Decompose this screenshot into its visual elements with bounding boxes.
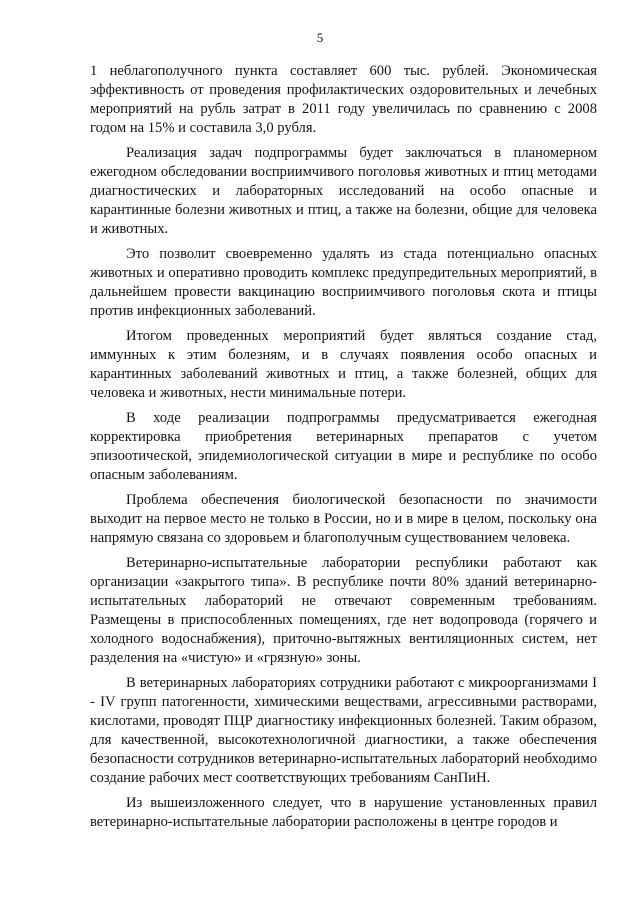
- paragraph-annual-adjustment: В ходе реализации подпрограммы предусматривается ежегодная корректировка приобретения ветеринарных препаратов с учетом эпизоотической, эпидемиологической ситуации в мире и республике по особо опасным заболеваниям.: [90, 410, 597, 483]
- paragraph-biosecurity-problem: Проблема обеспечения биологической безопасности по значимости выходит на первое место не только в России, но и в мире в целом, поскольку она напрямую связана со здоровьем и благополучным существованием человека.: [90, 492, 597, 546]
- document-body: [90, 62, 597, 838]
- paragraph-conclusion: Из вышеизложенного следует, что в нарушение установленных правил ветеринарно-испытательные лаборатории расположены в центре городов и: [90, 795, 597, 830]
- paragraph-timely-removal: Это позволит своевременно удалять из стада потенциально опасных животных и оперативно проводить комплекс предупредительных мероприятий, в дальнейшем провести вакцинацию восприимчивого поголовья скота и птицы против инфекционных заболеваний.: [90, 246, 597, 319]
- paragraph-laboratories-closed-type: Ветеринарно-испытательные лаборатории республики работают как организации «закрытого типа». В республике почти 80% зданий ветеринарно-испытательных лабораторий не отвечают современным требованиям. Размещены в приспособленных помещениях, где нет водопровода (горячего и холодного водоснабжения), приточно-вытяжных вентиляционных систем, нет разделения на «чистую» и «грязную» зоны.: [90, 555, 597, 666]
- paragraph-subprogram-tasks: Реализация задач подпрограммы будет заключаться в планомерном ежегодном обследовании восприимчивого поголовья животных и птиц методами диагностических и лабораторных исследований на особо опасные и карантинные болезни животных и птиц, а также на болезни, общие для человека и животных.: [90, 145, 597, 237]
- page-number: 5: [316, 30, 324, 45]
- paragraph-laboratory-staff: В ветеринарных лабораториях сотрудники работают с микроорганизмами I - IV групп патогенности, химическими веществами, агрессивными растворами, кислотами, проводят ПЦР диагностику инфекционных болезней. Таким образом, для качественной, высокотехнологичной диагностики, а также обеспечения безопасности сотрудников ветеринарно-испытательных лабораторий необходимо создание рабочих мест соответствующих требованиям СанПиН.: [90, 675, 597, 786]
- paragraph-outcome: Итогом проведенных мероприятий будет являться создание стад, иммунных к этим болезням, и в случаях появления особо опасных и карантинных заболеваний животных и птиц, а также болезней, общих для человека и животных, нести минимальные потери.: [90, 328, 597, 401]
- paragraph-economic-efficiency: 1 неблагополучного пункта составляет 600 тыс. рублей. Экономическая эффективность от проведения профилактических оздоровительных и лечебных мероприятий на рубль затрат в 2011 году увеличилась по сравнению с 2008 годом на 15% и составила 3,0 рубля.: [90, 63, 597, 136]
